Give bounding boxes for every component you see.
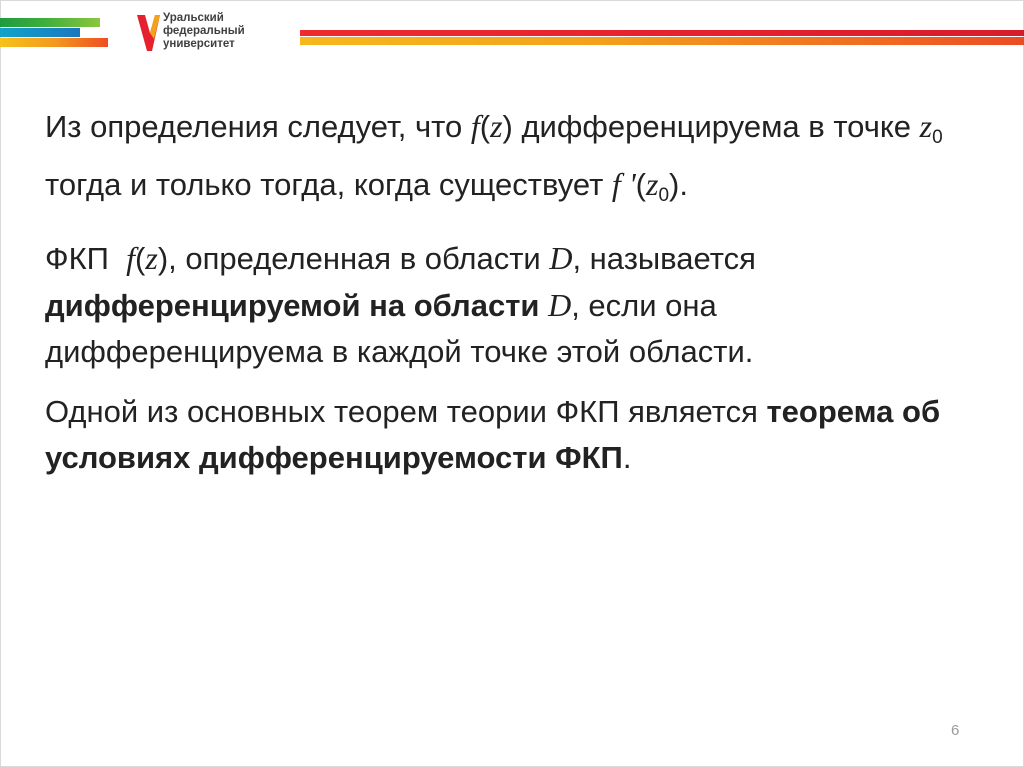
math-f-prime: f ' xyxy=(611,166,636,202)
header-stripe-orange xyxy=(0,38,108,47)
text-run: ФКП xyxy=(45,241,127,276)
math-z0: z xyxy=(645,166,659,202)
math-D: D xyxy=(548,287,572,323)
bold-term: дифференцируемой на области xyxy=(45,288,549,323)
text-run: тогда и только тогда, когда существует xyxy=(45,167,612,202)
text-run: Из определения следует, что xyxy=(45,109,471,144)
math-subscript: 0 xyxy=(658,185,670,206)
header-stripe-blue xyxy=(0,28,80,37)
text-run: Одной из основных теорем теории ФКП является xyxy=(45,394,767,429)
paragraph-definition xyxy=(45,235,975,375)
logo-line: Уральский xyxy=(163,12,224,24)
math-z0: z xyxy=(919,108,933,144)
bold-term: теорема об условиях дифференцируемости ФКП xyxy=(45,394,941,475)
text-run: , если она дифференцируема в каждой точке этой области. xyxy=(45,288,754,369)
text-run: ( xyxy=(479,109,491,144)
header-stripe-red xyxy=(300,30,1024,36)
header-stripe-green xyxy=(0,18,100,27)
math-z: z xyxy=(145,240,158,276)
text-run: дифференцируема в точке xyxy=(512,109,920,144)
math-z: z xyxy=(490,108,503,144)
math-subscript: 0 xyxy=(932,127,943,148)
math-f: f xyxy=(126,240,136,276)
logo-line: федеральный xyxy=(163,25,245,37)
text-run: ) xyxy=(157,241,169,276)
university-logo xyxy=(135,10,295,60)
text-run: ( xyxy=(135,241,146,276)
text-run: ( xyxy=(635,167,646,202)
header-stripe-yellow xyxy=(300,37,1024,45)
text-run: . xyxy=(622,440,632,475)
math-D: D xyxy=(549,240,573,276)
logo-text xyxy=(163,12,245,51)
math-f: f xyxy=(470,108,480,144)
paragraph-theorem xyxy=(45,389,975,481)
logo-line: университет xyxy=(163,38,235,50)
page-number: 6 xyxy=(951,722,960,739)
slide-content xyxy=(45,103,975,481)
text-run: , определенная в области xyxy=(168,241,550,276)
text-run: , называется xyxy=(572,241,756,276)
paragraph-differentiability-condition xyxy=(45,103,975,219)
logo-emblem-icon xyxy=(135,13,161,53)
text-run: ). xyxy=(669,167,688,202)
text-run: ) xyxy=(502,109,513,144)
